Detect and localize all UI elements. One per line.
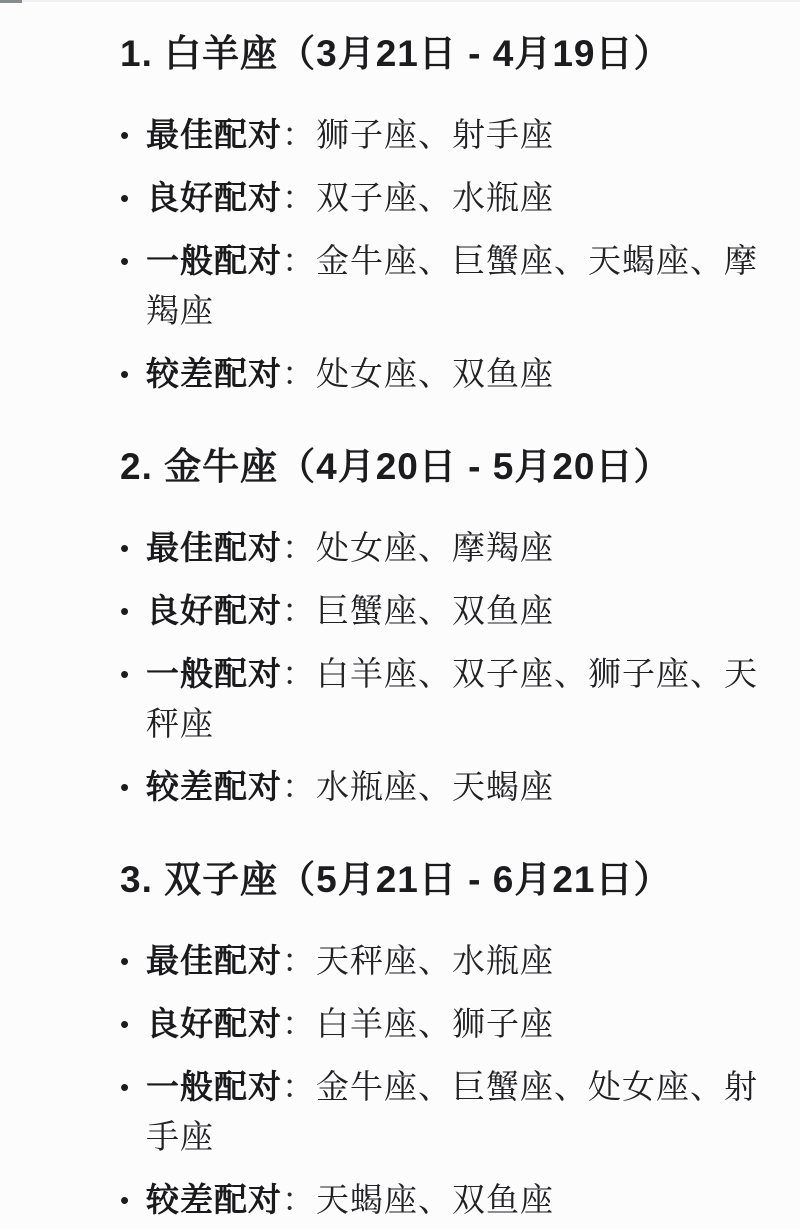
bullet-icon: • — [120, 772, 131, 802]
pair-value: 处女座、摩羯座 — [316, 529, 554, 566]
pair-item-poor — [120, 349, 770, 399]
section-2-heading: 2. 金牛座（4月20日 - 5月20日） — [120, 446, 672, 487]
colon-separator: ： — [282, 1005, 316, 1042]
pair-value: 金牛座、巨蟹座、处女座、射手座 — [146, 1068, 758, 1155]
colon-separator: ： — [282, 116, 316, 153]
colon-separator: ： — [282, 1068, 316, 1105]
bullet-icon: • — [120, 533, 131, 563]
pair-item-poor — [120, 762, 770, 812]
pair-value: 水瓶座、天蝎座 — [316, 768, 554, 805]
pair-value: 白羊座、双子座、狮子座、天秤座 — [146, 655, 758, 742]
pair-value: 双子座、水瓶座 — [316, 179, 554, 216]
pair-value: 巨蟹座、双鱼座 — [316, 592, 554, 629]
pair-item-average — [120, 236, 770, 336]
colon-separator: ： — [282, 529, 316, 566]
bullet-icon: • — [120, 946, 131, 976]
pair-item-good — [120, 173, 770, 223]
pair-item-good — [120, 999, 770, 1049]
pair-value: 狮子座、射手座 — [316, 116, 554, 153]
pair-type-label: 最佳配对 — [146, 529, 282, 566]
top-edge-artifact — [0, 0, 22, 3]
pair-value: 金牛座、巨蟹座、天蝎座、摩羯座 — [146, 242, 758, 329]
pair-item-good — [120, 586, 770, 636]
pair-item-best — [120, 110, 770, 160]
pair-type-label: 良好配对 — [146, 592, 282, 629]
pair-type-label: 一般配对 — [146, 242, 282, 279]
bullet-icon: • — [120, 183, 131, 213]
pair-item-poor — [120, 1175, 770, 1225]
pair-type-label: 最佳配对 — [146, 116, 282, 153]
bullet-icon: • — [120, 659, 131, 689]
pair-value: 白羊座、狮子座 — [316, 1005, 554, 1042]
bullet-icon: • — [120, 596, 131, 626]
pair-type-label: 较差配对 — [146, 1181, 282, 1218]
section-3-pair-list — [120, 936, 770, 1225]
bullet-icon: • — [120, 246, 131, 276]
bullet-icon: • — [120, 1185, 131, 1215]
pair-item-average — [120, 1062, 770, 1162]
colon-separator: ： — [282, 242, 316, 279]
pair-value: 处女座、双鱼座 — [316, 355, 554, 392]
pair-value: 天蝎座、双鱼座 — [316, 1181, 554, 1218]
pair-type-label: 一般配对 — [146, 1068, 282, 1105]
bullet-icon: • — [120, 120, 131, 150]
section-1-heading: 1. 白羊座（3月21日 - 4月19日） — [120, 33, 672, 74]
colon-separator: ： — [282, 768, 316, 805]
top-edge-line — [0, 0, 800, 2]
colon-separator: ： — [282, 355, 316, 392]
section-1-pair-list — [120, 110, 770, 399]
bullet-icon: • — [120, 1072, 131, 1102]
pair-type-label: 较差配对 — [146, 355, 282, 392]
section-2-pair-list — [120, 523, 770, 812]
pair-item-best — [120, 523, 770, 573]
colon-separator: ： — [282, 942, 316, 979]
colon-separator: ： — [282, 592, 316, 629]
bullet-icon: • — [120, 1009, 131, 1039]
pair-type-label: 最佳配对 — [146, 942, 282, 979]
pair-type-label: 良好配对 — [146, 179, 282, 216]
pair-item-best — [120, 936, 770, 986]
colon-separator: ： — [282, 655, 316, 692]
bullet-icon: • — [120, 359, 131, 389]
pair-type-label: 良好配对 — [146, 1005, 282, 1042]
pair-item-average — [120, 649, 770, 749]
colon-separator: ： — [282, 1181, 316, 1218]
section-3-heading: 3. 双子座（5月21日 - 6月21日） — [120, 859, 672, 900]
pair-type-label: 一般配对 — [146, 655, 282, 692]
pair-value: 天秤座、水瓶座 — [316, 942, 554, 979]
colon-separator: ： — [282, 179, 316, 216]
pair-type-label: 较差配对 — [146, 768, 282, 805]
